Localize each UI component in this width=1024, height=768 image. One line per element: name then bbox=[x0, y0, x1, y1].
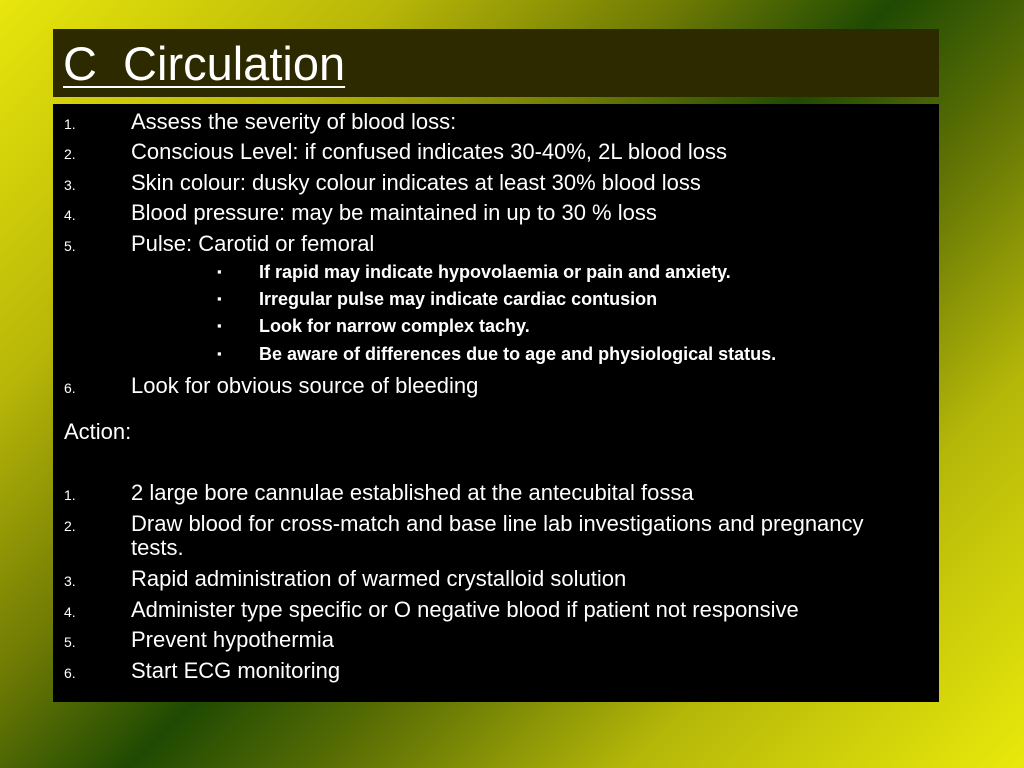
bullet-square-icon: ▪ bbox=[217, 318, 222, 333]
bullet-square-icon: ▪ bbox=[217, 346, 222, 361]
list-number: 2. bbox=[64, 146, 76, 162]
list-number: 4. bbox=[64, 207, 76, 223]
list-text: Skin colour: dusky colour indicates at least 30% blood loss bbox=[131, 170, 701, 195]
list-number: 3. bbox=[64, 573, 76, 589]
list-text: Draw blood for cross-match and base line lab investigations and pregnancy tests. bbox=[131, 511, 864, 560]
list-text: Rapid administration of warmed crystalloid solution bbox=[131, 566, 627, 591]
list-text: Look for obvious source of bleeding bbox=[131, 373, 479, 398]
bullet-square-icon: ▪ bbox=[217, 291, 222, 306]
list-number: 6. bbox=[64, 380, 76, 396]
list-number: 2. bbox=[64, 518, 76, 534]
list-number: 4. bbox=[64, 604, 76, 620]
list-number: 5. bbox=[64, 634, 76, 650]
list-text: Pulse: Carotid or femoral bbox=[131, 231, 375, 256]
slide-title: C Circulation bbox=[63, 37, 346, 90]
list-number: 3. bbox=[64, 177, 76, 193]
sub-list-text: Be aware of differences due to age and physiological status. bbox=[259, 344, 777, 364]
action-heading: Action: bbox=[64, 419, 132, 444]
list-text: Conscious Level: if confused indicates 30-40%, 2L blood loss bbox=[131, 139, 727, 164]
list-number: 5. bbox=[64, 238, 76, 254]
list-number: 1. bbox=[64, 487, 76, 503]
list-text: Start ECG monitoring bbox=[131, 658, 341, 683]
list-text: Administer type specific or O negative blood if patient not responsive bbox=[131, 597, 799, 622]
bullet-square-icon: ▪ bbox=[217, 264, 222, 279]
title-bar bbox=[53, 29, 939, 97]
sub-list-text: If rapid may indicate hypovolaemia or pain and anxiety. bbox=[259, 262, 731, 282]
list-text: Assess the severity of blood loss: bbox=[131, 109, 457, 134]
sub-list-text: Irregular pulse may indicate cardiac contusion bbox=[259, 289, 658, 309]
list-number: 6. bbox=[64, 665, 76, 681]
content-panel bbox=[53, 104, 939, 702]
list-text: Blood pressure: may be maintained in up to 30 % loss bbox=[131, 200, 657, 225]
sub-list-text: Look for narrow complex tachy. bbox=[259, 316, 530, 336]
list-text: Prevent hypothermia bbox=[131, 627, 334, 652]
list-text: 2 large bore cannulae established at the antecubital fossa bbox=[131, 480, 694, 505]
list-number: 1. bbox=[64, 116, 76, 132]
